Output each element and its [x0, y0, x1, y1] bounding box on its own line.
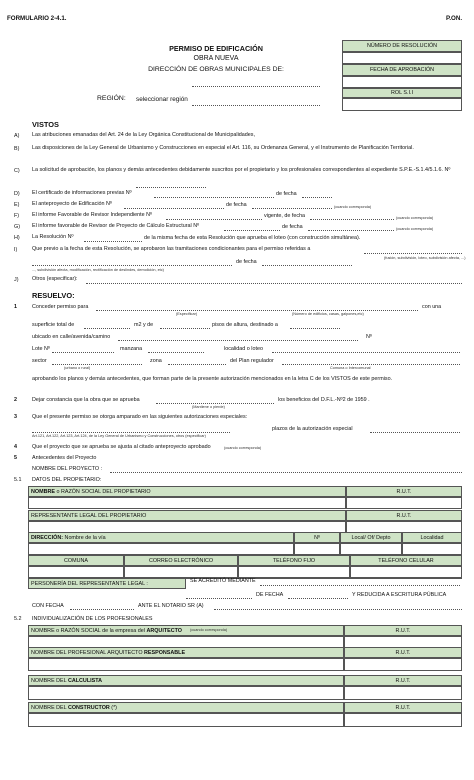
p1-a: Conceder permiso para	[32, 304, 89, 310]
visto-letter: G)	[14, 224, 20, 230]
p1-e: sector	[32, 358, 47, 364]
p1-d2: manzana	[120, 346, 143, 352]
accredited-line[interactable]	[260, 585, 460, 586]
architect-rut-label: R.U.T.	[344, 647, 462, 658]
vistos-heading: VISTOS	[32, 120, 59, 129]
floors-line[interactable]	[160, 328, 210, 329]
calculist-text: NOMBRE DEL	[31, 677, 68, 684]
ante-date-line[interactable]	[252, 208, 332, 209]
reduced-label: Y REDUCIDA A ESCRITURA PÚBLICA	[352, 592, 447, 598]
p3-text2: plazos de la autorización especial	[272, 426, 353, 432]
visto-text: Las atribuciones emanadas del Art. 24 de la Ley Orgánica Constitucional de Municipalidades,	[32, 132, 255, 138]
region-label: REGIÓN:	[97, 95, 126, 102]
visto-text: La Resolución Nº	[32, 234, 74, 240]
constructor-bold: CONSTRUCTOR	[67, 704, 110, 711]
accredited-date-line[interactable]	[288, 598, 348, 599]
visto-letter: H)	[14, 235, 20, 241]
owner-name-rest: o RAZÓN SOCIAL DEL PROPIETARIO	[54, 488, 151, 495]
point-number: 5	[14, 455, 17, 461]
note-comuna: Comuna o Intercomunal	[330, 366, 371, 370]
plan-line[interactable]	[282, 364, 460, 365]
resolution-number-field[interactable]	[342, 52, 462, 64]
ante-number-line[interactable]	[124, 208, 224, 209]
visto-text: Que previo a la fecha de esta Resolución, se aprobaron las tramitaciones condicionantes para el permiso referidas a	[32, 246, 311, 252]
f-suffix: vigente, de fecha	[264, 213, 306, 219]
notary-line[interactable]	[214, 609, 462, 610]
owner-rut-label: R.U.T.	[346, 486, 462, 497]
architect-label	[28, 647, 344, 658]
owner-name-label	[28, 486, 346, 497]
visto-text: El certificado de informaciones previas Nº	[32, 190, 132, 196]
cell-field[interactable]	[350, 566, 462, 578]
constructor-label	[28, 702, 344, 713]
lote-line[interactable]	[52, 352, 114, 353]
expediente-line[interactable]	[136, 187, 206, 188]
constructor-asterisk: (*)	[109, 704, 117, 711]
p1-a-end: con una	[422, 304, 442, 310]
calculist-rut-label: R.U.T.	[344, 675, 462, 686]
visto-text: El informe favorable de Revisor de Proyecto de Cálculo Estructural Nº	[32, 223, 200, 229]
p1-d3: localidad o loteo	[224, 346, 263, 352]
conditions-date-line[interactable]	[262, 265, 352, 266]
p5-text: Antecedentes del Proyecto	[32, 455, 97, 461]
note-spec: (Especificar)	[176, 312, 198, 316]
visto-text: La solicitud de aprobación, los planos y demás antecedentes debidamente suscritos por el propietario y los profesionales correspondientes al expediente S.P.E.-S.1.4/5.1.6. Nº	[32, 167, 451, 173]
sector-line[interactable]	[52, 364, 142, 365]
e-suffix: de fecha	[226, 202, 247, 208]
architect-text: NOMBRE DEL PROFESIONAL ARQUITECTO	[31, 649, 145, 656]
e-note: (cuando corresponda)	[334, 205, 372, 209]
i-note1: (fusión, subdivisión, loteo, subdivisión afecta, ...)	[384, 256, 466, 260]
point-number: 4	[14, 444, 17, 450]
visto-text: El anteproyecto de Edificación Nº	[32, 201, 112, 207]
point-number: 1	[14, 304, 17, 310]
constructor-text: NOMBRE DEL	[31, 704, 68, 711]
destination-line[interactable]	[290, 328, 340, 329]
approval-date-label: FECHA DE APROBACIÓN	[342, 64, 462, 76]
project-name-label: NOMBRE DEL PROYECTO :	[32, 466, 103, 472]
visto-letter: A)	[14, 133, 20, 139]
permit-for-line[interactable]	[96, 310, 418, 311]
calculist-field[interactable]	[28, 686, 344, 700]
revisor-number-line[interactable]	[166, 219, 262, 220]
p4-text: Que el proyecto que se aprueba se ajusta al citado anteproyecto aprobado	[32, 444, 211, 450]
note-urb: (urbano o rural)	[64, 366, 91, 370]
project-name-line[interactable]	[110, 472, 462, 473]
legal-personality-label: PERSONERÍA DEL REPRESENTANTE LEGAL :	[28, 578, 186, 589]
title-line3: DIRECCIÓN DE OBRAS MUNICIPALES DE:	[148, 66, 284, 73]
constructor-rut-field[interactable]	[344, 713, 462, 727]
architect-firm-rut-label: R.U.T.	[344, 625, 462, 636]
visto-letter: J)	[14, 277, 19, 283]
others-line[interactable]	[86, 283, 462, 284]
visto-letter: C)	[14, 168, 20, 174]
with-date-label: CON FECHA	[32, 603, 64, 609]
calc-date-line[interactable]	[308, 230, 394, 231]
legal-rep-rut-label: R.U.T.	[346, 510, 462, 521]
notary-label: ANTE EL NOTARIO SR (A)	[138, 603, 204, 609]
resolution-line[interactable]	[84, 241, 142, 242]
comuna-label: COMUNA	[28, 555, 124, 566]
dfl-line[interactable]	[156, 403, 274, 404]
calc-number-line[interactable]	[224, 230, 280, 231]
d-suffix: de fecha	[276, 191, 297, 197]
constructor-rut-label: R.U.T.	[344, 702, 462, 713]
owner-rut-field[interactable]	[346, 497, 462, 509]
cip-date-line[interactable]	[302, 197, 332, 198]
address-rest: Nombre de la vía	[63, 534, 106, 541]
calculist-rut-field[interactable]	[344, 686, 462, 700]
p2-text: Dejar constancia que la obra que se aprueba	[32, 397, 140, 403]
owner-name-bold: NOMBRE	[31, 488, 55, 495]
region-line	[192, 105, 320, 106]
visto-text: Las disposiciones de la Ley General de Urbanismo y Construcciones en especial el Art. 116, su Ordenanza General, y el Instrumento de Planificación Territorial.	[32, 145, 414, 151]
p1-c: ubicado en calle/avenida/camino	[32, 334, 111, 340]
owner-name-field[interactable]	[28, 497, 346, 509]
p3-text: Que el presente permiso se otorga amparado en las siguientes autorizaciones especiales:	[32, 414, 248, 420]
surface-line[interactable]	[84, 328, 130, 329]
street-line[interactable]	[118, 340, 358, 341]
p2-note: (Mantiene o pierde)	[192, 405, 225, 409]
rol-field[interactable]	[342, 98, 462, 111]
visto-text: El informe Favorable de Revisor Independiente Nº	[32, 212, 153, 218]
form-code: FORMULARIO 2-4.1.	[7, 15, 67, 22]
email-field[interactable]	[124, 566, 238, 578]
special-term-line[interactable]	[370, 432, 460, 433]
address-bold: DIRECCIÓN:	[31, 534, 64, 541]
p1-b2: m2 y de	[134, 322, 154, 328]
resolution-number-label: NÚMERO DE RESOLUCIÓN	[342, 40, 462, 52]
address-number-label: Nº	[294, 532, 340, 543]
visto-text: Otros (especificar):	[32, 276, 78, 282]
accredited-date-label: DE FECHA	[256, 592, 284, 598]
address-locality-label: Localidad	[402, 532, 462, 543]
i-date: de fecha	[236, 259, 257, 265]
section-number: 5.2	[14, 616, 22, 622]
resuelvo-heading: RESUELVO:	[32, 291, 75, 300]
region-select[interactable]: seleccionar región	[136, 96, 188, 103]
p1-d: Lote Nº	[32, 346, 50, 352]
p1-f: aprobando los planos y demás antecedentes, que forman parte de la presente autorización mencionados en la letra C de los VISTOS de este permiso.	[32, 376, 393, 382]
address-local-label: Local/ Of/ Depto	[340, 532, 402, 543]
architect-firm-bold: ARQUITECTO	[146, 627, 182, 634]
point-number: 3	[14, 414, 17, 420]
visto-letter: I)	[14, 247, 18, 253]
cell-label: TELÉFONO CELULAR	[350, 555, 462, 566]
comuna-field[interactable]	[28, 566, 124, 578]
architect-field[interactable]	[28, 658, 344, 671]
address-local-field[interactable]	[340, 543, 402, 555]
municipality-line	[192, 86, 320, 87]
address-field[interactable]	[28, 543, 294, 555]
with-date-line[interactable]	[70, 609, 134, 610]
section-number: 5.1	[14, 477, 22, 483]
p1-c2: Nº	[366, 334, 372, 340]
i-note2: ..., subdivisión afecta, modificación, rectificación de deslindes, demolición, etc)	[32, 268, 164, 272]
calculist-bold: CALCULISTA	[67, 677, 102, 684]
constructor-field[interactable]	[28, 713, 344, 727]
title-line1: PERMISO DE EDIFICACIÓN	[169, 44, 263, 53]
p1-e3: del Plan regulador	[230, 358, 274, 364]
p2-text2: los beneficios del D.F.L.-Nº2 de 1959 .	[278, 397, 370, 403]
zona-line[interactable]	[168, 364, 226, 365]
p1-e2: zona	[150, 358, 162, 364]
note-type: (Número de edificios, casas, galpones,etc)	[292, 312, 364, 316]
architect-firm-text: NOMBRE o RAZÓN SOCIAL de la empresa del	[31, 627, 147, 634]
architect-firm-note: (cuando corresponda)	[190, 628, 228, 632]
calculist-label	[28, 675, 344, 686]
conditions-line2[interactable]	[32, 265, 232, 266]
conditions-line[interactable]	[364, 253, 462, 254]
p1-b3: pisos de altura, destinado a	[212, 322, 278, 328]
visto-letter: B)	[14, 146, 20, 152]
accredited-line2[interactable]	[186, 598, 252, 599]
architect-firm-label	[28, 625, 344, 636]
accredited-label: SE ACREDITÓ MEDIANTE	[190, 578, 256, 584]
form-abbr: P.ON.	[446, 15, 463, 22]
p4-note: (cuando corresponda)	[224, 446, 262, 450]
phone-label: TELÉFONO FIJO	[238, 555, 350, 566]
phone-field[interactable]	[238, 566, 350, 578]
h-suffix: de la misma fecha de esta Resolución que aprueba el loteo (con construcción simultánea).	[144, 235, 361, 241]
f-note: (cuando corresponda)	[396, 216, 434, 220]
architect-rut-field[interactable]	[344, 658, 462, 671]
title-line2: OBRA NUEVA	[193, 55, 239, 62]
g-note: (cuando corresponda)	[396, 227, 434, 231]
email-label: CORREO ELECTRÓNICO	[124, 555, 238, 566]
p3-note: Art.121, Art.122, Art.123, Art.124, de la Ley General de Urbanismo y Construcciones, otros (especificar)	[32, 434, 206, 438]
special-auth-line[interactable]	[32, 432, 230, 433]
visto-letter: D)	[14, 191, 20, 197]
point-number: 2	[14, 397, 17, 403]
p1-b: superficie total de	[32, 322, 75, 328]
locality-line[interactable]	[272, 352, 460, 353]
address-locality-field[interactable]	[402, 543, 462, 555]
owner-heading: DATOS DEL PROPIETARIO:	[32, 477, 102, 483]
manzana-line[interactable]	[148, 352, 204, 353]
legal-rep-label: REPRESENTANTE LEGAL DEL PROPIETARIO	[28, 510, 346, 521]
cip-number-line[interactable]	[154, 197, 274, 198]
visto-letter: F)	[14, 213, 20, 219]
address-number-field[interactable]	[294, 543, 340, 555]
rol-label: ROL S.I.I	[342, 88, 462, 98]
architect-bold: RESPONSABLE	[144, 649, 186, 656]
g-suffix: de fecha	[282, 224, 303, 230]
visto-letter: E)	[14, 202, 20, 208]
professionals-heading: INDIVIDUALIZACIÓN DE LOS PROFESIONALES	[32, 616, 153, 622]
approval-date-field[interactable]	[342, 76, 462, 88]
revisor-date-line[interactable]	[310, 219, 394, 220]
address-label	[28, 532, 294, 543]
